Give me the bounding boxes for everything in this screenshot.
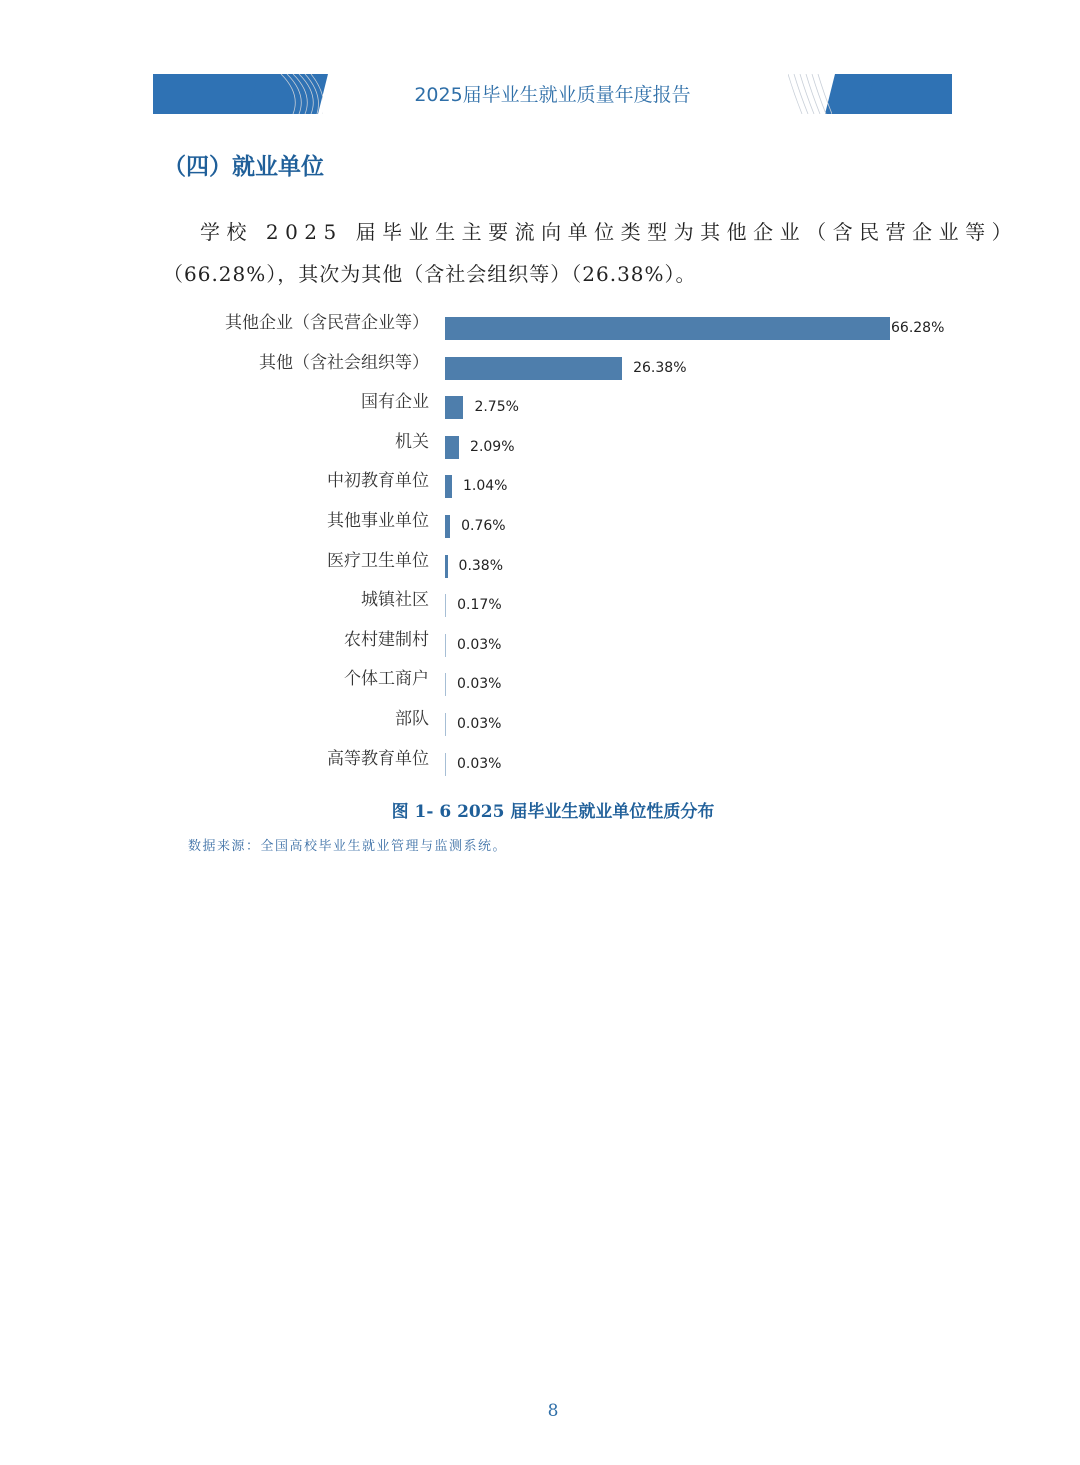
bar xyxy=(445,515,450,538)
bar-row xyxy=(0,419,1080,459)
bar xyxy=(445,673,446,696)
bar-category-label: 中初教育单位 xyxy=(327,471,429,492)
bar-category-label: 个体工商户 xyxy=(344,669,429,690)
bar-value-label: 26.38% xyxy=(633,359,687,376)
bar-value-label: 0.03% xyxy=(457,755,502,772)
bar xyxy=(445,475,452,498)
bar-row xyxy=(0,538,1080,578)
bar-value-label: 1.04% xyxy=(462,478,508,495)
header-title: 2025届毕业生就业质量年度报告 xyxy=(414,84,691,106)
bar-row xyxy=(0,656,1080,696)
bar-category-label: 医疗卫生单位 xyxy=(327,550,429,571)
bar-category-label: 高等教育单位 xyxy=(327,748,429,769)
bar-row xyxy=(0,736,1080,776)
bar-category-label: 其他（含社会组织等） xyxy=(259,352,429,373)
bar xyxy=(445,594,446,617)
bar-value-label: 66.28% xyxy=(891,320,945,336)
bar-category-label: 其他事业单位 xyxy=(327,511,429,531)
bar-category-label: 国有企业 xyxy=(361,392,429,413)
section-title: （四）就业单位 xyxy=(163,154,324,180)
bar-row xyxy=(0,300,1080,340)
figure-caption: 图 1- 6 2025 届毕业生就业单位性质分布 xyxy=(391,802,715,822)
paragraph-line-1: 学校 2025 届毕业生主要流向单位类型为其他企业（含民营企业等） xyxy=(200,220,1019,244)
bar xyxy=(445,753,446,776)
bar-row xyxy=(0,696,1080,736)
bar-value-label: 2.09% xyxy=(470,438,515,455)
bar xyxy=(445,317,890,340)
bar-category-label: 城镇社区 xyxy=(361,590,429,611)
paragraph-line-2: （66.28%），其次为其他（含社会组织等）（26.38%）。 xyxy=(163,262,697,286)
bar-category-label: 其他企业（含民营企业等） xyxy=(225,313,429,333)
bar xyxy=(445,357,622,380)
bar-value-label: 0.03% xyxy=(457,636,502,653)
bar-row xyxy=(0,617,1080,657)
bar-category-label: 部队 xyxy=(395,709,429,729)
page-header xyxy=(153,74,952,114)
bar-row xyxy=(0,379,1080,419)
bar-category-label: 机关 xyxy=(395,431,429,452)
bar-value-label: 0.38% xyxy=(458,557,504,574)
bar-value-label: 0.03% xyxy=(457,716,502,732)
bar-row xyxy=(0,458,1080,498)
page-number: 8 xyxy=(547,1401,559,1421)
bar-row xyxy=(0,340,1080,380)
bar-row xyxy=(0,577,1080,617)
bar-row xyxy=(0,498,1080,538)
bar-value-label: 0.17% xyxy=(457,597,502,614)
bar-category-label: 农村建制村 xyxy=(344,629,429,650)
unit-type-bar-chart xyxy=(0,300,1080,790)
bar-value-label: 2.75% xyxy=(474,399,519,416)
bar xyxy=(445,436,459,459)
bar xyxy=(445,634,446,657)
bar-value-label: 0.03% xyxy=(457,676,502,693)
bar-value-label: 0.76% xyxy=(461,518,506,534)
bar xyxy=(445,396,463,419)
data-source-note: 数据来源：全国高校毕业生就业管理与监测系统。 xyxy=(188,839,508,854)
bar xyxy=(445,555,448,578)
bar xyxy=(445,713,446,736)
